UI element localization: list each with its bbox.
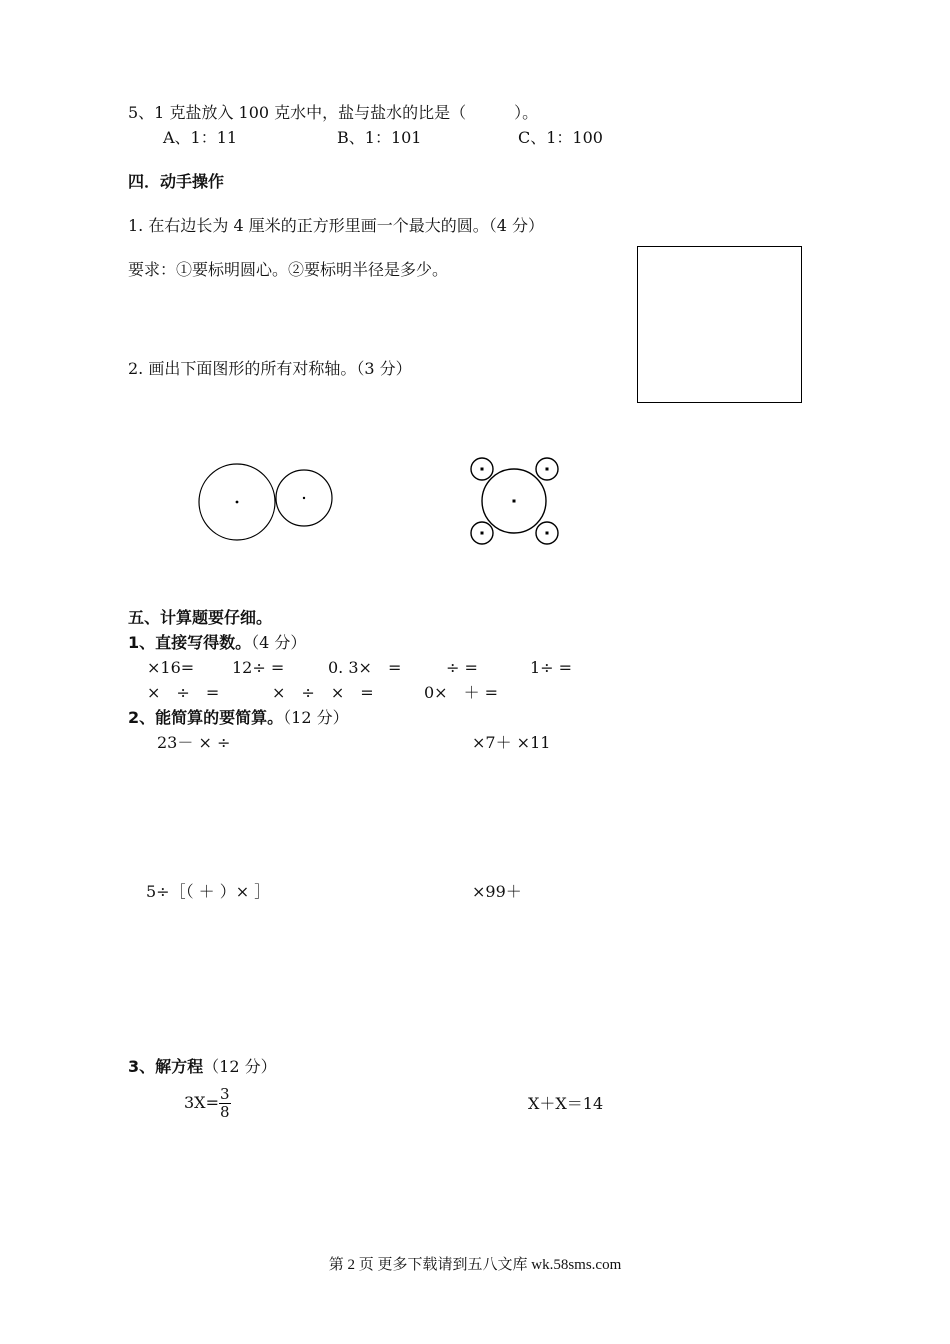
question-5-option-a: A、1：11: [163, 128, 238, 147]
section-5-title: 五、计算题要仔细。: [128, 608, 273, 627]
p1-row2-item-2: × ÷ × =: [272, 683, 374, 702]
part-3-title: 3、解方程: [128, 1057, 204, 1076]
part-3-score: （12 分）: [203, 1057, 277, 1076]
fraction-numerator: 3: [219, 1085, 230, 1103]
small-circle-center: [303, 497, 305, 499]
section-4-question-2: 2. 画出下面图形的所有对称轴。（3 分）: [128, 359, 412, 378]
question-5-stem: 5、1 克盐放入 100 克水中，盐与盐水的比是（ ）。: [128, 103, 539, 122]
large-circle-center: [236, 501, 239, 504]
p2-item-4: ×99＋: [472, 882, 522, 901]
part-2-heading: [128, 708, 349, 728]
corner-dot-top-right: [546, 468, 549, 471]
five-circles-figure: [462, 452, 567, 552]
p2-item-3: 5÷［（ ＋ ）× ］: [146, 882, 271, 901]
equation-1-prefix: 3X=: [184, 1093, 219, 1112]
fraction-denominator: 8: [219, 1103, 230, 1121]
two-circles-figure: [190, 455, 340, 550]
p2-item-2: ×7＋ ×11: [472, 733, 551, 752]
corner-dot-top-left: [481, 468, 484, 471]
p2-item-1: 23－ × ÷: [157, 733, 231, 752]
p1-row1-item-5: 1÷ =: [530, 658, 573, 677]
equation-1: [184, 1082, 231, 1124]
page-footer: 第 2 页 更多下载请到五八文库 wk.58sms.com: [328, 1257, 622, 1273]
p1-row1-item-4: ÷ =: [446, 658, 478, 677]
question-5-option-b: B、1：101: [337, 128, 422, 147]
part-1-score: （4 分）: [251, 633, 307, 652]
part-2-title: 2、能简算的要简算。: [128, 708, 284, 727]
p1-row1-item-2: 12÷ =: [232, 658, 285, 677]
center-circle-dot: [513, 500, 516, 503]
corner-dot-bottom-right: [546, 532, 549, 535]
equation-1-fraction: [219, 1086, 231, 1121]
p1-row1-item-3: 0. 3× =: [328, 658, 402, 677]
p1-row1-item-1: ×16=: [147, 658, 195, 677]
p1-row2-item-1: × ÷ =: [147, 683, 220, 702]
section-4-question-1: 1. 在右边长为 4 厘米的正方形里画一个最大的圆。（4 分）: [128, 216, 544, 235]
equation-2: X＋X＝14: [528, 1094, 604, 1113]
question-5-option-c: C、1：100: [518, 128, 603, 147]
p1-row2-item-3: 0× ＋ =: [424, 683, 499, 702]
part-1-heading: [128, 633, 306, 653]
part-2-score: （12 分）: [283, 708, 349, 727]
section-4-question-1-requirement: 要求：①要标明圆心。②要标明半径是多少。: [128, 260, 449, 279]
part-1-title: 1、直接写得数。: [128, 633, 252, 652]
part-3-heading: [128, 1057, 277, 1077]
corner-dot-bottom-left: [481, 532, 484, 535]
drawing-square: [637, 246, 802, 403]
section-4-title: 四．动手操作: [128, 172, 225, 191]
